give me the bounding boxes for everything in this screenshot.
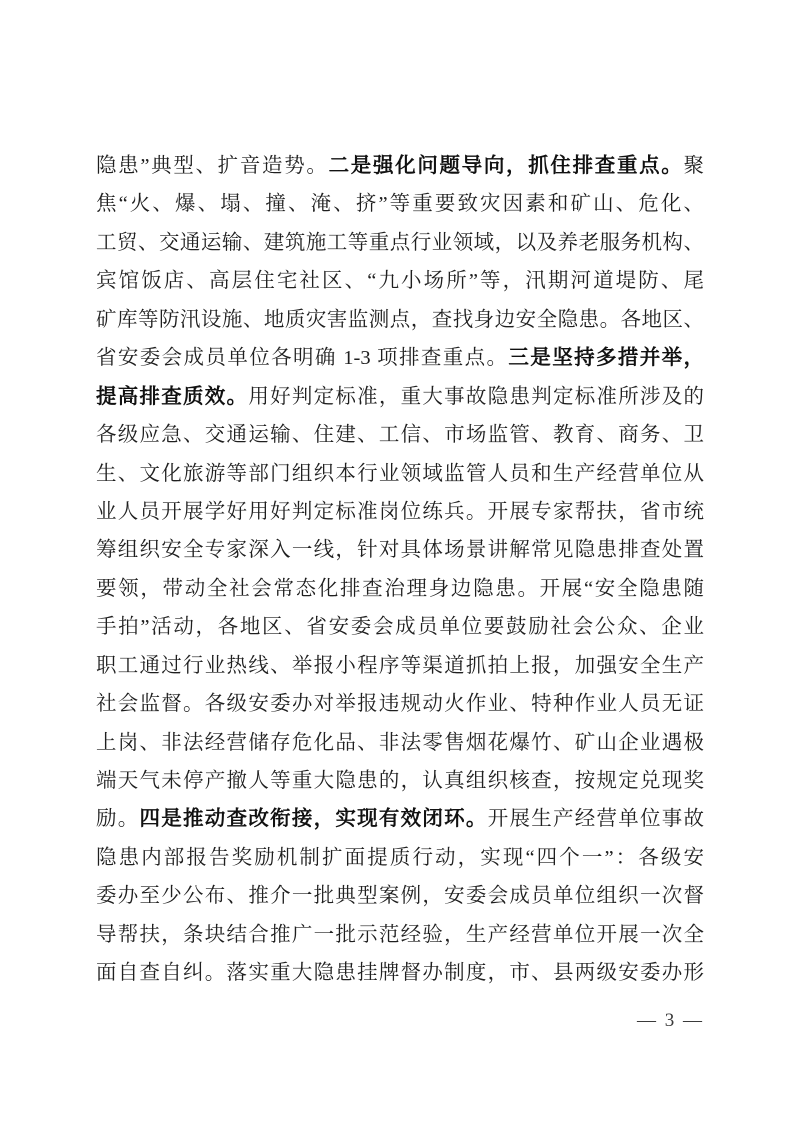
- document-body: [96, 147, 704, 993]
- text-line: [96, 685, 704, 723]
- text-line: [96, 877, 704, 915]
- text-run: 社会监督。各级安委办对举报违规动火作业、特种作业人员无证: [96, 693, 704, 716]
- text-run: 生、文化旅游等部门组织本行业领域监管人员和生产经营单位从: [96, 462, 704, 485]
- text-line: [96, 570, 704, 608]
- text-run: 隐患内部报告奖励机制扩面提质行动，实现“四个一”：各级安: [96, 846, 704, 869]
- text-line: [96, 916, 704, 954]
- text-run: 宾馆饭店、高层住宅社区、“九小场所”等，汛期河道堤防、尾: [96, 270, 704, 293]
- text-run: 矿库等防汛设施、地质灾害监测点，查找身边安全隐患。各地区、: [96, 308, 704, 331]
- text-run: 各级应急、交通运输、住建、工信、市场监管、教育、商务、卫: [96, 424, 704, 447]
- text-run: 筹组织安全专家深入一线，针对具体场景讲解常见隐患排查处置: [96, 539, 704, 562]
- text-run: 焦“火、爆、塌、撞、淹、挤”等重要致灾因素和矿山、危化、: [96, 193, 704, 216]
- text-run: 面自查自纠。落实重大隐患挂牌督办制度，市、县两级安委办形: [96, 962, 704, 985]
- text-run: 省安委会成员单位各明确 1-3 项排查重点。: [96, 347, 509, 370]
- text-line: [96, 724, 704, 762]
- text-run: 聚: [683, 155, 704, 177]
- text-line: [96, 224, 704, 262]
- page-number: — 3 —: [637, 1010, 704, 1031]
- text-line: [96, 455, 704, 493]
- text-line: [96, 493, 704, 531]
- text-run: 励。: [96, 808, 140, 831]
- text-run: 要领，带动全社会常态化排查治理身边隐患。开展“安全隐患随: [96, 577, 704, 600]
- text-run: 工贸、交通运输、建筑施工等重点行业领域，以及养老服务机构、: [96, 231, 704, 254]
- text-run: 端天气未停产撤人等重大隐患的，认真组织核查，按规定兑现奖: [96, 770, 704, 792]
- text-run: 上岗、非法经营储存危化品、非法零售烟花爆竹、矿山企业遇极: [96, 731, 704, 754]
- text-run: 隐患”典型、扩音造势。: [96, 155, 329, 177]
- text-run: 业人员开展学好用好判定标准岗位练兵。开展专家帮扶，省市统: [96, 500, 704, 523]
- text-run-bold: 四是推动查改衔接，实现有效闭环。: [139, 807, 488, 831]
- text-line: [96, 262, 704, 300]
- text-line: [96, 531, 704, 569]
- text-run: 开展生产经营单位事故: [487, 808, 704, 831]
- text-line: [96, 954, 704, 992]
- text-line: [96, 301, 704, 339]
- text-line: [96, 339, 704, 377]
- text-run-bold: 提高排查质效。: [96, 384, 249, 408]
- text-line: [96, 378, 704, 416]
- text-line: [96, 416, 704, 454]
- text-run-bold: 三是坚持多措并举，: [508, 346, 704, 370]
- text-run-bold: 二是强化问题导向，抓住排查重点。: [328, 154, 684, 177]
- text-line: [96, 647, 704, 685]
- text-line: [96, 147, 704, 185]
- text-run: 职工通过行业热线、举报小程序等渠道抓拍上报，加强安全生产: [96, 654, 704, 677]
- text-line: [96, 839, 704, 877]
- text-run: 导帮扶，条块结合推广一批示范经验，生产经营单位开展一次全: [96, 923, 704, 946]
- text-run: 委办至少公布、推介一批典型案例，安委会成员单位组织一次督: [96, 885, 704, 908]
- text-run: 用好判定标准，重大事故隐患判定标准所涉及的: [248, 385, 704, 408]
- text-line: [96, 800, 704, 838]
- text-run: 手拍”活动，各地区、省安委会成员单位要鼓励社会公众、企业: [96, 616, 704, 639]
- text-line: [96, 608, 704, 646]
- text-line: [96, 185, 704, 223]
- text-line: [96, 762, 704, 800]
